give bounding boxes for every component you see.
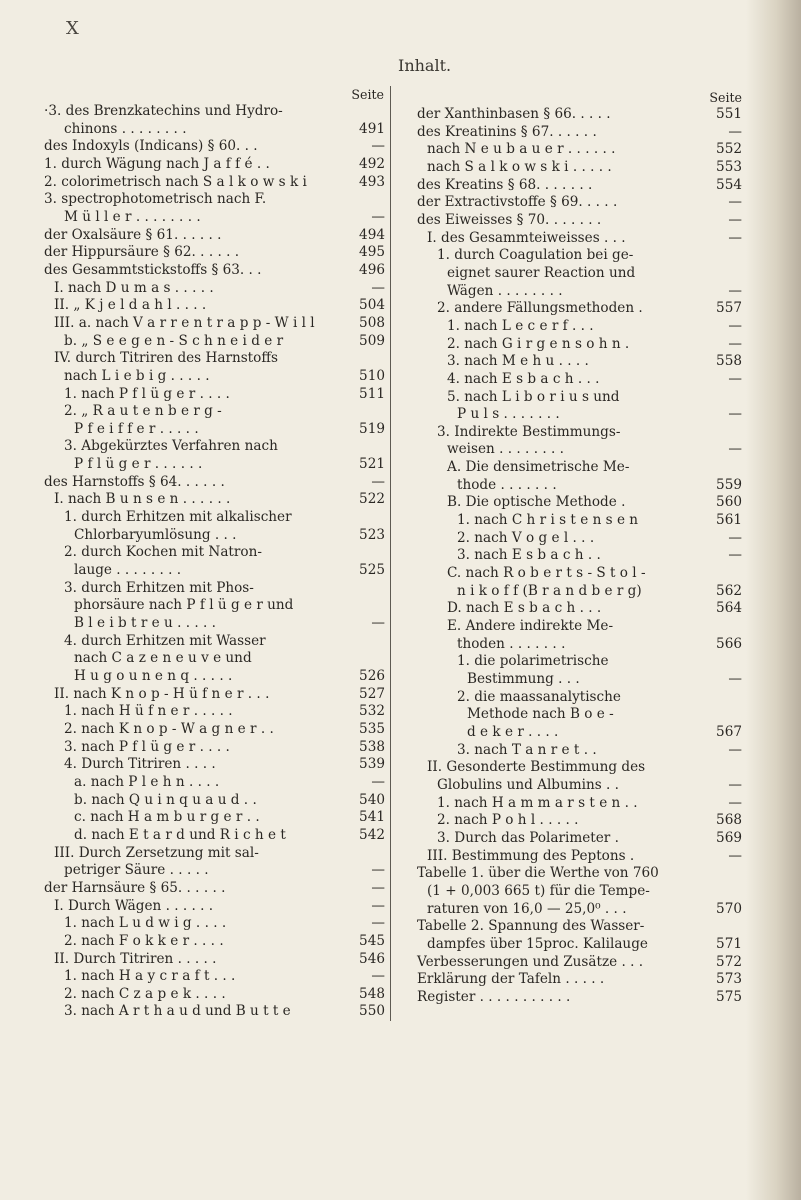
page-title: Inhalt. [398,56,452,75]
toc-entry-text: chinons . . . . . . . . [64,120,187,137]
toc-entry-page: 552 [716,141,742,158]
toc-entry [415,671,744,689]
toc-entry-text: nach S a l k o w s k i . . . . . [427,158,612,175]
toc-entry-text: 2. nach V o g e l . . . [457,529,595,546]
toc-entry [415,194,744,212]
toc-entry [42,898,390,916]
toc-entry-text: 1. nach C h r i s t e n s e n [457,512,639,529]
toc-entry [415,530,744,548]
toc-entry-page: — [371,915,385,932]
toc-entry-page: 493 [359,173,385,190]
toc-entry-text: petriger Säure . . . . . [64,862,209,879]
toc-entry [415,389,744,407]
toc-entry-page: 571 [716,935,742,952]
toc-entry [415,247,744,265]
toc-entry [415,653,744,671]
toc-entry-text: Bestimmung . . . [467,671,580,687]
toc-entry-page: 557 [716,300,742,317]
toc-entry-page: — [371,773,385,790]
toc-entry [415,124,744,142]
toc-entry-text: 3. Abgekürztes Verfahren nach [64,438,278,455]
toc-entry-text: der Oxalsäure § 61. . . . . . [44,226,222,243]
toc-entry [415,547,744,565]
toc-entry-text: c. nach H a m b u r g e r . . [74,809,260,826]
toc-entry [42,156,390,174]
toc-entry-page: — [728,211,742,228]
toc-entry [42,739,390,757]
toc-entry [42,686,390,704]
toc-entry-page: — [728,317,742,334]
toc-entry-page: — [728,123,742,140]
toc-entry-text: 3. durch Erhitzen mit Phos- [64,579,254,596]
toc-entry-text: II. „ K j e l d a h l . . . . [54,297,207,314]
toc-entry [415,459,744,477]
toc-entry-page: — [728,194,742,211]
toc-entry [415,159,744,177]
toc-entry-page: 511 [359,385,385,402]
toc-entry [42,103,390,121]
toc-entry-text: thode . . . . . . . [457,476,557,493]
toc-entry-page: 496 [359,261,385,278]
toc-entry-text: thoden . . . . . . . [457,635,566,652]
toc-entry [415,283,744,301]
toc-entry [415,230,744,248]
toc-entry [415,759,744,777]
toc-entry-page: 526 [359,668,385,684]
toc-entry-text: der Harnsäure § 65. . . . . . [44,879,226,896]
toc-entry-page: 551 [716,106,742,122]
toc-entry [415,336,744,354]
toc-entry-text: Wägen . . . . . . . . [447,282,563,299]
toc-entry [42,880,390,898]
toc-entry-text: 2. nach F o k k e r . . . . [64,932,224,949]
toc-entry-text: der Xanthinbasen § 66. . . . . [417,106,611,122]
toc-entry-page: 504 [359,297,385,314]
toc-entry [415,353,744,371]
toc-entry-page: 523 [359,526,385,543]
toc-entry-page: 535 [359,720,385,737]
toc-entry [42,1003,390,1021]
toc-entry [415,371,744,389]
toc-entry [415,512,744,530]
toc-entry-page: — [728,406,742,423]
toc-entry-page: 566 [716,635,742,652]
toc-entry-text: 2. andere Fällungsmethoden . [437,300,643,317]
toc-entry-page: 521 [359,456,385,473]
toc-entry [42,703,390,721]
toc-entry-text: I. des Gesammteiweisses . . . [427,229,626,246]
toc-entry-text: der Extractivstoffe § 69. . . . . [417,194,618,211]
toc-entry-text: 5. nach L i b o r i u s und [447,388,620,405]
toc-entry [42,650,390,668]
toc-entry-page: 560 [716,494,742,511]
toc-entry-page: 494 [359,226,385,243]
toc-entry-text: 3. Indirekte Bestimmungs- [437,423,621,440]
toc-entry [415,954,744,972]
toc-entry [42,491,390,509]
toc-entry-page: — [371,897,385,914]
toc-entry-text: I. nach B u n s e n . . . . . . [54,491,231,508]
toc-entry-page: 527 [359,685,385,702]
toc-entry-page: — [728,547,742,564]
toc-entry-text: E. Andere indirekte Me- [447,618,614,635]
toc-entry-page: 559 [716,476,742,493]
toc-entry [42,915,390,933]
toc-entry-text: 2. „ R a u t e n b e r g - [64,403,222,420]
toc-entry-page: 492 [359,155,385,172]
toc-entry-page: — [728,370,742,387]
toc-entry-text: des Harnstoffs § 64. . . . . . [44,473,225,490]
toc-entry [415,406,744,424]
toc-entry [42,527,390,545]
toc-entry [415,318,744,336]
toc-entry-text: phorsäure nach P f l ü g e r und [74,597,294,614]
toc-entry-page: — [728,741,742,758]
toc-entry-text: 3. nach T a n r e t . . [457,741,597,758]
toc-entry-text: des Eiweisses § 70. . . . . . . [417,211,602,228]
toc-entry-page: 548 [359,985,385,1002]
toc-entry [42,174,390,192]
toc-entry-text: 1. nach H a m m a r s t e n . . [437,794,638,811]
toc-entry-text: raturen von 16,0 — 25,0⁰ . . . [427,900,627,917]
toc-entry-page: 553 [716,158,742,175]
toc-entry-page: — [371,279,385,296]
toc-entry-text: II. Gesonderte Bestimmung des [427,759,646,776]
toc-entry-text: des Kreatinins § 67. . . . . . [417,123,597,140]
toc-entry [42,315,390,333]
toc-entry-text: P f e i f f e r . . . . . [74,420,199,437]
toc-entry [42,668,390,686]
toc-entry-page: 542 [359,826,385,843]
page-column-header: Seite [709,90,742,105]
toc-entry [415,918,744,936]
toc-entry [42,350,390,368]
toc-entry-text: I. nach D u m a s . . . . . [54,279,214,296]
toc-entry [415,141,744,159]
toc-entry [42,968,390,986]
toc-entry-text: III. a. nach V a r r e n t r a p p - W i l l [54,314,315,331]
toc-entry-page: 495 [359,244,385,261]
toc-entry-text: IV. durch Titriren des Harnstoffs [54,350,278,367]
toc-entry [415,742,744,760]
toc-entry-text: 2. nach P o h l . . . . . [437,812,579,829]
toc-entry-text: III. Durch Zersetzung mit sal- [54,844,259,861]
toc-entry [42,615,390,633]
toc-entry-text: des Gesammtstickstoffs § 63. . . [44,261,262,278]
toc-entry [42,597,390,615]
toc-entry [415,565,744,583]
toc-entry-page: 539 [359,756,385,773]
toc-entry-text: 3. Durch das Polarimeter . [437,829,619,846]
toc-entry-page: — [728,529,742,546]
toc-entry [42,845,390,863]
toc-entry [415,777,744,795]
toc-entry [415,706,744,724]
toc-entry [415,583,744,601]
toc-entry [42,827,390,845]
toc-entry-page: — [371,208,385,225]
toc-entry-page: 538 [359,738,385,755]
page-column-header: Seite [351,87,384,102]
toc-entry [42,862,390,880]
toc-entry-text: 3. nach A r t h a u d und B u t t e [64,1003,291,1020]
toc-entry-text: B l e i b t r e u . . . . . [74,615,216,632]
toc-entry-page: 510 [359,367,385,384]
toc-entry-text: 2. die maassanalytische [457,688,621,705]
toc-entry-page: 558 [716,353,742,370]
toc-entry [415,265,744,283]
toc-entry [42,438,390,456]
toc-entry [415,212,744,230]
toc-entry-text: 1. nach H a y c r a f t . . . [64,968,236,985]
toc-entry-text: I. Durch Wägen . . . . . . [54,897,214,914]
toc-entry [42,244,390,262]
toc-entry-page: 554 [716,176,742,193]
toc-entry-page: 562 [716,582,742,599]
toc-entry-text: 2. colorimetrisch nach S a l k o w s k i [44,173,307,190]
toc-entry-text: A. Die densimetrische Me- [447,459,630,476]
toc-entry [42,509,390,527]
toc-entry [415,724,744,742]
toc-entry-text: II. nach K n o p - H ü f n e r . . . [54,685,270,702]
toc-entry [42,227,390,245]
toc-entry [42,138,390,156]
toc-entry-text: C. nach R o b e r t s - S t o l - [447,565,646,582]
toc-entry [42,792,390,810]
toc-entry [42,280,390,298]
toc-entry-page: 491 [359,120,385,137]
toc-entry [415,300,744,318]
toc-entry-text: M ü l l e r . . . . . . . . [64,208,201,225]
toc-entry-text: 1. durch Erhitzen mit alkalischer [64,509,292,526]
toc-entry-text: b. nach Q u i n q u a u d . . [74,791,257,808]
toc-entry-page: — [371,473,385,490]
toc-entry [42,774,390,792]
toc-entry-text: P u l s . . . . . . . [457,406,560,423]
toc-entry-page: 575 [716,988,742,1005]
toc-entry-text: 1. die polarimetrische [457,653,609,670]
toc-entry-text: 4. durch Erhitzen mit Wasser [64,632,266,649]
toc-entry-text: 1. nach H ü f n e r . . . . . [64,703,233,720]
toc-entry-text: Tabelle 2. Spannung des Wasser- [417,918,645,935]
toc-entry-text: 1. durch Wägung nach J a f f é . . [44,155,270,172]
toc-entry-text: nach C a z e n e u v e und [74,650,252,667]
toc-entry-text: 3. nach P f l ü g e r . . . . [64,738,230,755]
toc-entry [415,494,744,512]
toc-entry-text: Erklärung der Tafeln . . . . . [417,971,605,988]
toc-entry-text: b. „ S e e g e n - S c h n e i d e r [64,332,284,349]
toc-entry-page: 522 [359,491,385,508]
toc-entry [42,474,390,492]
toc-entry [415,901,744,919]
toc-entry-text: n i k o f f (B r a n d b e r g) [457,582,642,599]
toc-entry-text: des Indoxyls (Indicans) § 60. . . [44,138,258,155]
toc-entry [415,477,744,495]
toc-entry [42,456,390,474]
toc-entry-text: der Hippursäure § 62. . . . . . [44,244,240,261]
toc-entry-text: eignet saurer Reaction und [447,264,636,281]
toc-entry-text: D. nach E s b a c h . . . [447,600,602,617]
toc-entry-text: Methode nach B o e - [467,706,614,723]
toc-entry-page: 568 [716,812,742,829]
toc-entry [415,989,744,1007]
toc-entry-text: 2. nach C z a p e k . . . . [64,985,226,1002]
toc-entry-text: 1. nach L e c e r f . . . [447,317,594,334]
toc-entry [42,209,390,227]
toc-entry-page: — [728,229,742,246]
toc-entry-page: 509 [359,332,385,349]
toc-entry [42,951,390,969]
toc-entry-text: H u g o u n e n q . . . . . [74,668,233,684]
toc-entry-page: 540 [359,791,385,808]
toc-entry-text: ·3. des Brenzkatechins und Hydro- [44,103,283,119]
toc-entry [42,580,390,598]
toc-entry [42,544,390,562]
toc-entry-page: 572 [716,953,742,970]
toc-entry-text: a. nach P l e h n . . . . [74,773,220,790]
toc-entry-page: — [728,847,742,864]
toc-entry [42,721,390,739]
toc-entry [415,795,744,813]
toc-entry-text: II. Durch Titriren . . . . . [54,950,217,967]
toc-entry-page: 569 [716,829,742,846]
toc-entry-page: — [371,968,385,985]
toc-entry [42,333,390,351]
toc-entry [415,883,744,901]
toc-entry [42,562,390,580]
toc-entry [415,177,744,195]
toc-entry-page: — [728,776,742,793]
toc-entry-page: 567 [716,723,742,740]
toc-entry-text: d. nach E t a r d und R i c h e t [74,826,286,843]
toc-entry [42,121,390,139]
toc-entry-text: 1. durch Coagulation bei ge- [437,247,634,264]
toc-entry [415,830,744,848]
toc-entry-text: 1. nach L u d w i g . . . . [64,915,227,932]
toc-entry [415,636,744,654]
toc-entry [42,368,390,386]
toc-entry-text: 3. nach M e h u . . . . [447,353,589,370]
toc-entry-text: nach L i e b i g . . . . . [64,367,210,384]
toc-entry [415,600,744,618]
toc-entry-page: 541 [359,809,385,826]
toc-entry-page: — [371,862,385,879]
toc-entry-text: weisen . . . . . . . . [447,441,564,458]
toc-entry-text: B. Die optische Methode . [447,494,626,511]
toc-entry-text: 2. durch Kochen mit Natron- [64,544,262,561]
toc-entry-text: (1 + 0,003 665 t) für die Tempe- [427,882,650,899]
toc-entry-page: — [728,671,742,687]
toc-entry-page: 532 [359,703,385,720]
toc-entry [415,971,744,989]
toc-entry-text: 3. nach E s b a c h . . [457,547,601,564]
toc-entry-text: 3. spectrophotometrisch nach F. [44,191,267,208]
toc-entry-text: Verbesserungen und Zusätze . . . [417,953,644,970]
toc-entry [42,756,390,774]
toc-entry [415,618,744,636]
toc-entry [42,986,390,1004]
toc-entry-page: 546 [359,950,385,967]
toc-entry-page: 564 [716,600,742,617]
toc-entry-page: — [728,794,742,811]
toc-entry [415,689,744,707]
toc-entry-text: 1. nach P f l ü g e r . . . . [64,385,230,402]
left-column [42,86,391,1021]
toc-entry-text: 2. nach G i r g e n s o h n . [447,335,630,352]
toc-entry-page: 570 [716,900,742,917]
toc-entry [42,262,390,280]
toc-entry-page: — [371,138,385,155]
toc-entry-text: P f l ü g e r . . . . . . [74,456,203,473]
toc-entry [415,424,744,442]
toc-entry-page: — [728,282,742,299]
toc-entry [415,106,744,124]
toc-entry [415,848,744,866]
toc-entry-page: — [728,335,742,352]
toc-entry [42,933,390,951]
toc-entry-page: — [371,615,385,632]
section-mark: X [66,18,79,39]
toc-entry-text: III. Bestimmung des Peptons . [427,847,635,864]
toc-entry-page: 561 [716,512,742,529]
toc-entry-text: d e k e r . . . . [467,723,559,740]
toc-entry-page: 545 [359,932,385,949]
toc-entry-page: 508 [359,314,385,331]
toc-entry [42,297,390,315]
toc-entry-text: 4. nach E s b a c h . . . [447,370,600,387]
toc-entry-page: — [728,441,742,458]
toc-entry-page: 573 [716,971,742,988]
toc-entry [42,421,390,439]
toc-entry-page: 550 [359,1003,385,1020]
right-column [415,86,744,1006]
toc-entry-text: Register . . . . . . . . . . . [417,988,571,1005]
toc-entry-text: Tabelle 1. über die Werthe von 760 [417,865,659,882]
toc-entry [42,809,390,827]
toc-entry-text: 4. Durch Titriren . . . . [64,756,216,773]
toc-entry-text: dampfes über 15proc. Kalilauge [427,935,648,952]
toc-entry-text: des Kreatins § 68. . . . . . . [417,176,593,193]
toc-entry [42,191,390,209]
toc-entry-page: 525 [359,562,385,579]
toc-entry [415,936,744,954]
toc-entry [415,812,744,830]
toc-entry-text: 2. nach K n o p - W a g n e r . . [64,720,274,737]
toc-entry [415,865,744,883]
toc-entry-text: lauge . . . . . . . . [74,562,182,579]
page-edge-shadow [746,0,801,1200]
toc-entry-page: 519 [359,420,385,437]
toc-entry-page: — [371,879,385,896]
toc-entry [42,403,390,421]
toc-entry [42,386,390,404]
toc-entry-text: nach N e u b a u e r . . . . . . [427,141,616,158]
toc-entry [42,633,390,651]
toc-entry [415,441,744,459]
toc-entry-text: Chlorbaryumlösung . . . [74,526,237,543]
toc-entry-text: Globulins und Albumins . . [437,776,620,793]
